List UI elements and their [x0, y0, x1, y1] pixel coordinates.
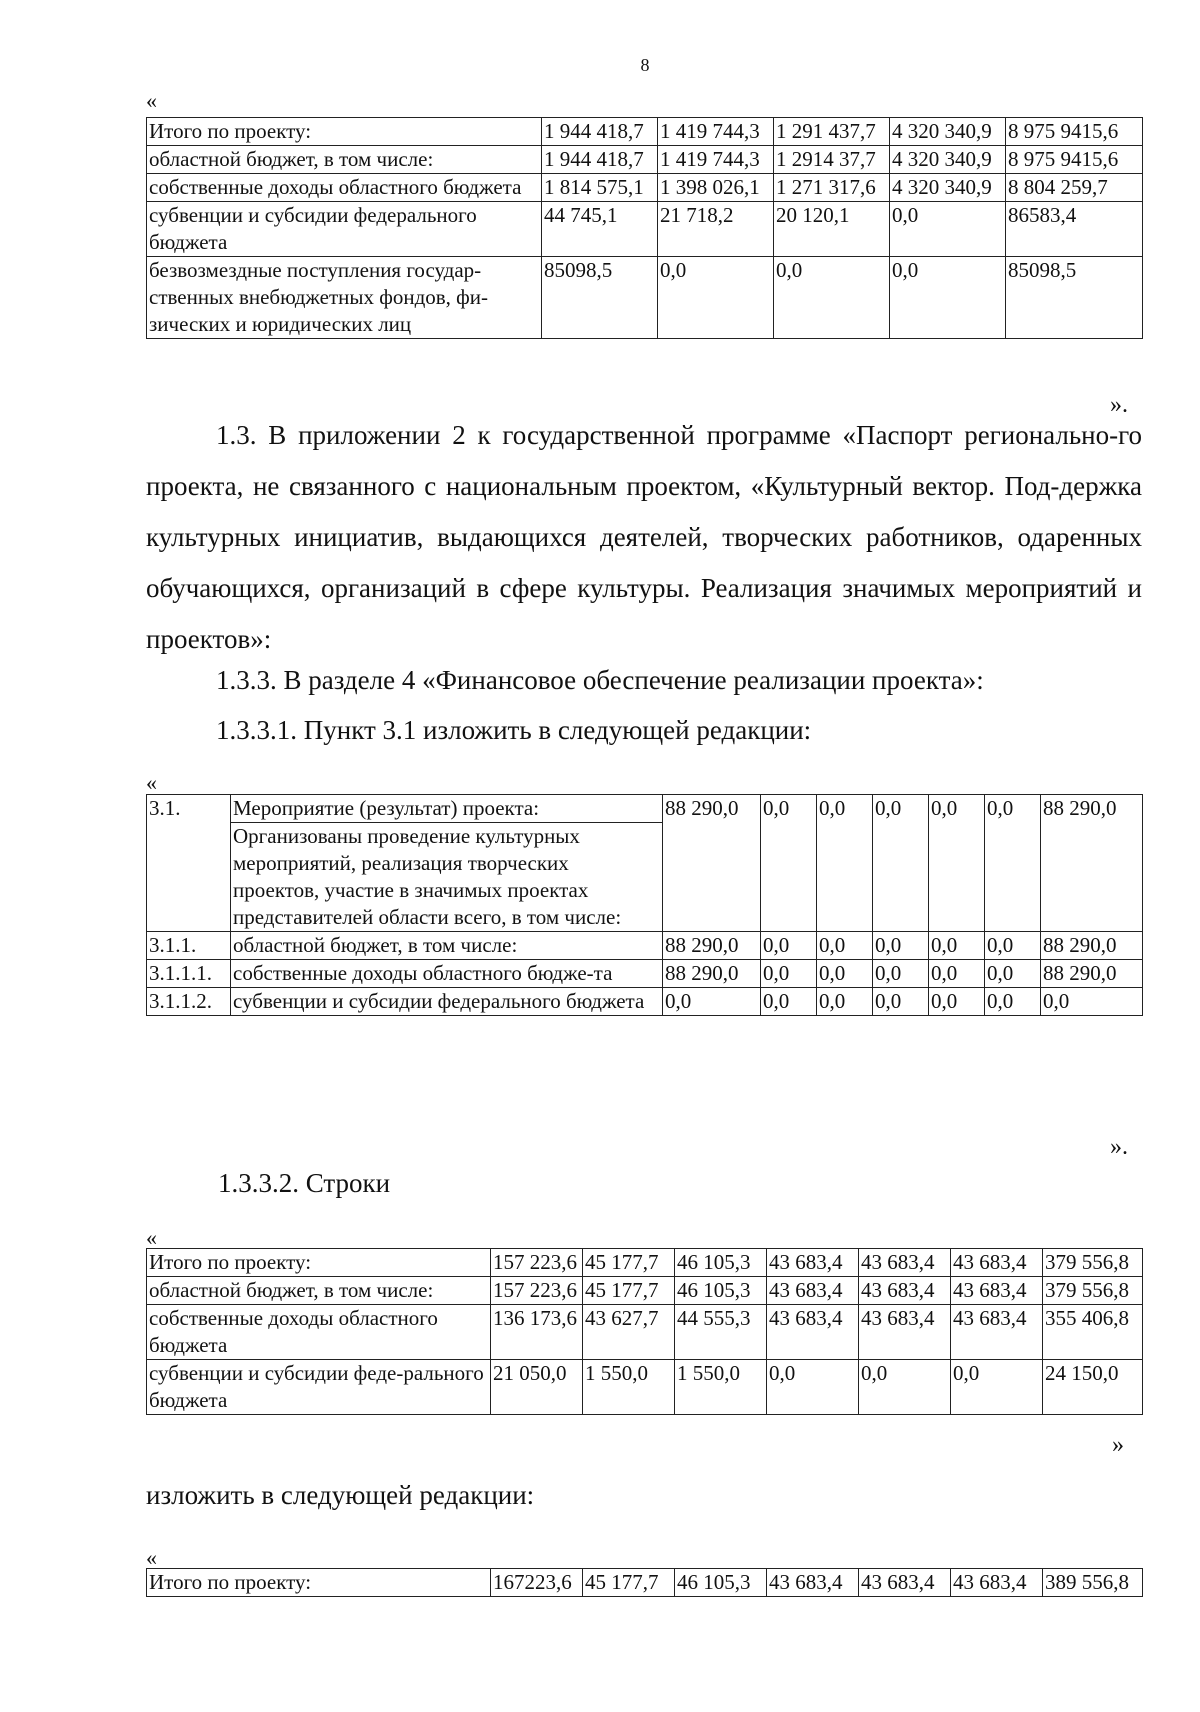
row-value: 0,0	[929, 795, 985, 932]
table-row	[147, 257, 1143, 339]
row-value: 45 177,7	[583, 1277, 675, 1305]
row-value: 43 683,4	[859, 1305, 951, 1360]
row-value: 43 683,4	[951, 1569, 1043, 1597]
row-value: 8 804 259,7	[1006, 174, 1143, 202]
row-value: 43 683,4	[951, 1249, 1043, 1277]
row-value: 1 419 744,3	[658, 146, 774, 174]
row-value: 20 120,1	[774, 202, 890, 257]
row-value: 1 944 418,7	[542, 118, 658, 146]
row-number: 3.1.	[147, 795, 231, 932]
paragraph-new-edition: изложить в следующей редакции:	[146, 1480, 535, 1510]
row-label: Итого по проекту:	[147, 1569, 491, 1597]
row-value: 1 291 437,7	[774, 118, 890, 146]
row-label: субвенции и субсидии феде-рального бюджета	[147, 1360, 491, 1415]
row-value: 24 150,0	[1043, 1360, 1143, 1415]
row-value: 1 419 744,3	[658, 118, 774, 146]
row-value: 43 683,4	[859, 1277, 951, 1305]
row-value: 85098,5	[1006, 257, 1143, 339]
table-financing-1	[146, 117, 1143, 339]
row-value: 45 177,7	[583, 1569, 675, 1597]
quote-close-3: »	[1112, 1432, 1124, 1458]
table-row	[147, 174, 1143, 202]
row-value: 0,0	[761, 932, 817, 960]
row-value: 1 398 026,1	[658, 174, 774, 202]
paragraph-1-3-3: 1.3.3. В разделе 4 «Финансовое обеспечение реализации проекта»:	[216, 665, 984, 695]
row-value: 0,0	[761, 988, 817, 1016]
row-value: 4 320 340,9	[890, 118, 1006, 146]
row-label: Итого по проекту:	[147, 1249, 491, 1277]
row-value: 88 290,0	[1041, 795, 1143, 932]
table-rows-new	[146, 1568, 1143, 1597]
row-value: 8 975 9415,6	[1006, 146, 1143, 174]
row-value: 1 271 317,6	[774, 174, 890, 202]
row-value: 157 223,6	[491, 1277, 583, 1305]
row-value: 45 177,7	[583, 1249, 675, 1277]
row-value: 0,0	[929, 932, 985, 960]
row-value: 0,0	[951, 1360, 1043, 1415]
quote-open-1: «	[146, 88, 157, 113]
paragraph-1-3: 1.3. В приложении 2 к государственной программе «Паспорт регионально-го проекта, не связанного с национальным проектом, «Культурный вектор. Под-держка культурных инициатив, выдающихся деятелей, творческих работников, одаренных обучающихся, организаций в сфере культуры. Реализация значимых мероприятий и проектов»:	[146, 420, 1142, 654]
row-value: 0,0	[890, 257, 1006, 339]
quote-close-2: ».	[1110, 1134, 1128, 1160]
table-rows-old	[146, 1248, 1143, 1415]
row-value: 0,0	[1041, 988, 1143, 1016]
row-value: 44 555,3	[675, 1305, 767, 1360]
row-value: 0,0	[985, 795, 1041, 932]
page-number: 8	[640, 55, 650, 75]
row-value: 157 223,6	[491, 1249, 583, 1277]
row-value: 85098,5	[542, 257, 658, 339]
row-value: 0,0	[985, 932, 1041, 960]
row-value: 43 683,4	[767, 1277, 859, 1305]
row-value: 355 406,8	[1043, 1305, 1143, 1360]
row-value: 1 550,0	[675, 1360, 767, 1415]
row-value: 43 627,7	[583, 1305, 675, 1360]
row-value: 88 290,0	[663, 795, 761, 932]
row-value: 88 290,0	[663, 960, 761, 988]
quote-close-1: ».	[1110, 392, 1128, 418]
row-value: 8 975 9415,6	[1006, 118, 1143, 146]
row-value: 0,0	[817, 795, 873, 932]
row-value: 1 814 575,1	[542, 174, 658, 202]
table-row	[147, 1249, 1143, 1277]
row-value: 0,0	[929, 960, 985, 988]
row-value: 0,0	[873, 960, 929, 988]
row-number: 3.1.1.	[147, 932, 231, 960]
row-value: 167223,6	[491, 1569, 583, 1597]
row-label: Итого по проекту:	[147, 118, 542, 146]
row-number: 3.1.1.1.	[147, 960, 231, 988]
table-row	[147, 795, 1143, 823]
row-label: Мероприятие (результат) проекта:	[231, 795, 663, 823]
row-value: 21 718,2	[658, 202, 774, 257]
row-value: 88 290,0	[663, 932, 761, 960]
table-row	[147, 202, 1143, 257]
row-value: 1 2914 37,7	[774, 146, 890, 174]
row-value: 0,0	[873, 795, 929, 932]
table-row	[147, 932, 1143, 960]
row-value: 0,0	[890, 202, 1006, 257]
paragraph-1-3-3-1: 1.3.3.1. Пункт 3.1 изложить в следующей редакции:	[216, 715, 812, 745]
row-label: собственные доходы областного бюджета	[147, 174, 542, 202]
table-row	[147, 988, 1143, 1016]
row-label: собственные доходы областного бюдже-та	[231, 960, 663, 988]
row-value: 86583,4	[1006, 202, 1143, 257]
paragraph-1-3-3-2: 1.3.3.2. Строки	[218, 1168, 391, 1198]
row-value: 43 683,4	[951, 1277, 1043, 1305]
row-value: 0,0	[873, 932, 929, 960]
quote-open-4: «	[146, 1545, 157, 1570]
quote-open-3: «	[146, 1225, 157, 1250]
row-value: 0,0	[859, 1360, 951, 1415]
row-label: субвенции и субсидии федерального бюджета	[231, 988, 663, 1016]
row-value: 88 290,0	[1041, 960, 1143, 988]
row-value: 4 320 340,9	[890, 174, 1006, 202]
row-value: 44 745,1	[542, 202, 658, 257]
quote-open-2: «	[146, 770, 157, 795]
row-value: 0,0	[658, 257, 774, 339]
row-value: 0,0	[774, 257, 890, 339]
table-row	[147, 1569, 1143, 1597]
row-value: 0,0	[663, 988, 761, 1016]
table-row	[147, 146, 1143, 174]
row-label: безвозмездные поступления государ-ственных внебюджетных фондов, фи-зических и юридических лиц	[147, 257, 542, 339]
row-value: 0,0	[929, 988, 985, 1016]
row-label: областной бюджет, в том числе:	[147, 146, 542, 174]
table-row	[147, 1360, 1143, 1415]
row-value: 43 683,4	[951, 1305, 1043, 1360]
table-row	[147, 1305, 1143, 1360]
row-value: 46 105,3	[675, 1249, 767, 1277]
row-value: 43 683,4	[767, 1569, 859, 1597]
row-label: областной бюджет, в том числе:	[231, 932, 663, 960]
row-value: 21 050,0	[491, 1360, 583, 1415]
row-value: 4 320 340,9	[890, 146, 1006, 174]
row-value: 1 944 418,7	[542, 146, 658, 174]
row-label: областной бюджет, в том числе:	[147, 1277, 491, 1305]
row-value: 0,0	[817, 932, 873, 960]
table-row	[147, 1277, 1143, 1305]
row-value: 389 556,8	[1043, 1569, 1143, 1597]
row-value: 88 290,0	[1041, 932, 1143, 960]
row-label: субвенции и субсидии федерального бюджета	[147, 202, 542, 257]
table-row	[147, 960, 1143, 988]
row-value: 0,0	[761, 960, 817, 988]
row-value: 0,0	[817, 960, 873, 988]
row-value: 136 173,6	[491, 1305, 583, 1360]
row-value: 0,0	[767, 1360, 859, 1415]
row-value: 0,0	[761, 795, 817, 932]
row-value: 46 105,3	[675, 1569, 767, 1597]
row-value: 0,0	[985, 988, 1041, 1016]
row-value: 43 683,4	[767, 1305, 859, 1360]
row-value: 46 105,3	[675, 1277, 767, 1305]
row-value: 0,0	[985, 960, 1041, 988]
row-value: 43 683,4	[859, 1569, 951, 1597]
row-value: 379 556,8	[1043, 1277, 1143, 1305]
row-value: 0,0	[817, 988, 873, 1016]
row-label: Организованы проведение культурных мероприятий, реализация творческих проектов, участие в значимых проектах представителей области всего, в том числе:	[231, 823, 663, 932]
row-value: 43 683,4	[859, 1249, 951, 1277]
row-value: 43 683,4	[767, 1249, 859, 1277]
row-value: 1 550,0	[583, 1360, 675, 1415]
table-financing-3-1	[146, 794, 1143, 1016]
row-value: 0,0	[873, 988, 929, 1016]
row-label: собственные доходы областного бюджета	[147, 1305, 491, 1360]
row-value: 379 556,8	[1043, 1249, 1143, 1277]
table-row	[147, 118, 1143, 146]
row-number: 3.1.1.2.	[147, 988, 231, 1016]
